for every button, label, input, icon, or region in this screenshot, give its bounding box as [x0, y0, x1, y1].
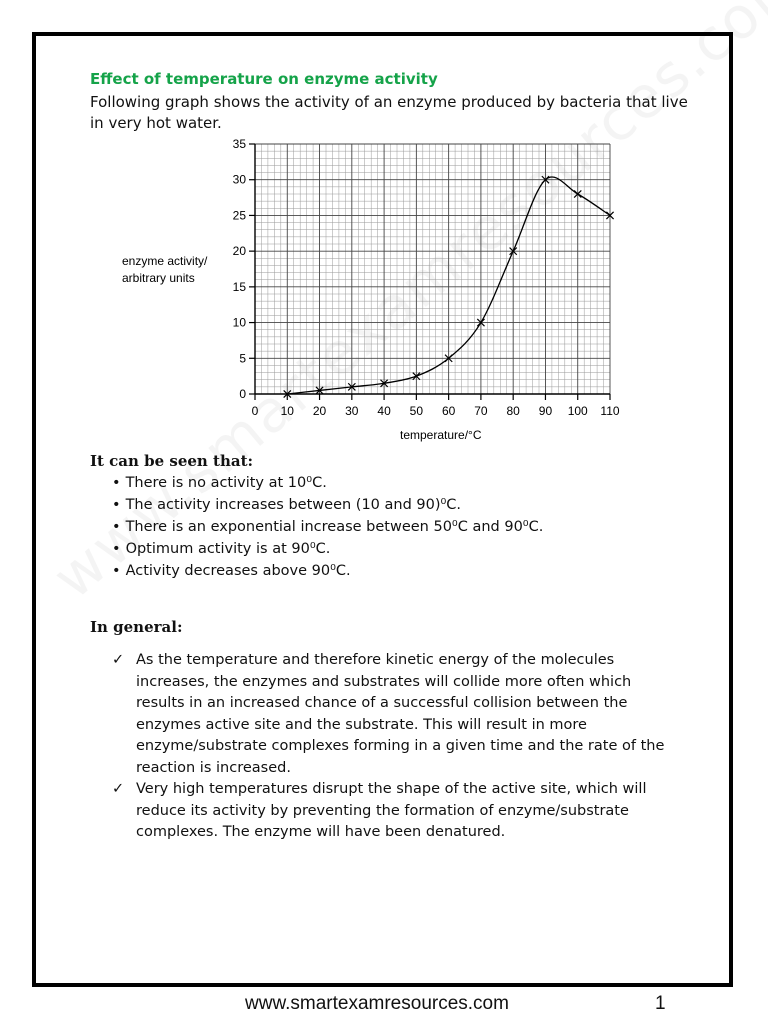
x-tick-label: 10 [280, 404, 294, 418]
section-observations-title: It can be seen that: [90, 452, 254, 470]
x-tick-label: 60 [441, 404, 456, 418]
y-tick-label: 30 [232, 172, 246, 187]
chart-ticks [233, 137, 620, 418]
x-tick-label: 20 [312, 404, 327, 418]
observation-item: • Optimum activity is at 90⁰C. [112, 538, 543, 560]
x-tick-label: 50 [409, 404, 424, 418]
y-tick-label: 20 [232, 244, 246, 259]
y-tick-label: 0 [239, 387, 246, 401]
observation-item: • The activity increases between (10 and 90)⁰C. [112, 494, 543, 516]
x-tick-label: 40 [377, 404, 391, 418]
x-tick-label: 80 [506, 404, 520, 418]
footer-url: www.smartexamresources.com [245, 993, 509, 1014]
x-tick-label: 110 [600, 404, 620, 418]
chart-axes [255, 144, 610, 394]
x-tick-label: 30 [345, 404, 359, 418]
y-tick-label: 10 [232, 315, 246, 330]
y-tick-label: 35 [232, 137, 246, 151]
page-number: 1 [655, 993, 666, 1014]
general-item [112, 779, 677, 844]
observation-item: • Activity decreases above 90⁰C. [112, 560, 543, 582]
page-heading: Effect of temperature on enzyme activity [90, 70, 438, 88]
section-general-title: In general: [90, 618, 183, 636]
x-axis-label: temperature/°C [400, 428, 482, 442]
check-icon: ✓ [112, 652, 125, 668]
chart-grid-minor [255, 144, 610, 394]
enzyme-activity-chart [110, 134, 655, 444]
general-item [112, 650, 677, 779]
general-item-text: Very high temperatures disrupt the shape of the active site, which will reduce its activity by preventing the formation of enzyme/substrate complexes. The enzyme will have been denatured. [136, 781, 647, 840]
check-icon: ✓ [112, 781, 125, 797]
y-tick-label: 15 [232, 279, 246, 294]
x-tick-label: 90 [538, 404, 553, 418]
y-tick-label: 5 [239, 351, 246, 366]
observation-item: • There is no activity at 10⁰C. [112, 472, 543, 494]
general-list [112, 650, 677, 844]
chart-grid-major [255, 144, 610, 394]
y-axis-label-line1: enzyme activity/ [122, 254, 208, 268]
y-tick-label: 25 [232, 208, 246, 223]
y-axis-label-line2: arbitrary units [122, 271, 195, 285]
x-tick-label: 0 [251, 404, 259, 418]
x-tick-label: 70 [474, 404, 488, 418]
observation-item: • There is an exponential increase between 50⁰C and 90⁰C. [112, 516, 543, 538]
intro-text: Following graph shows the activity of an enzyme produced by bacteria that live in very hot water. [90, 93, 688, 132]
observations-list [112, 472, 543, 582]
x-tick-label: 100 [567, 404, 588, 418]
general-item-text: As the temperature and therefore kinetic energy of the molecules increases, the enzymes and substrates will collide more often which results in an increased chance of a successful collision between the enzymes active site and the substrate. This will result in more enzyme/substrate complexes forming in a given time and the rate of the reaction is increased. [136, 652, 665, 776]
